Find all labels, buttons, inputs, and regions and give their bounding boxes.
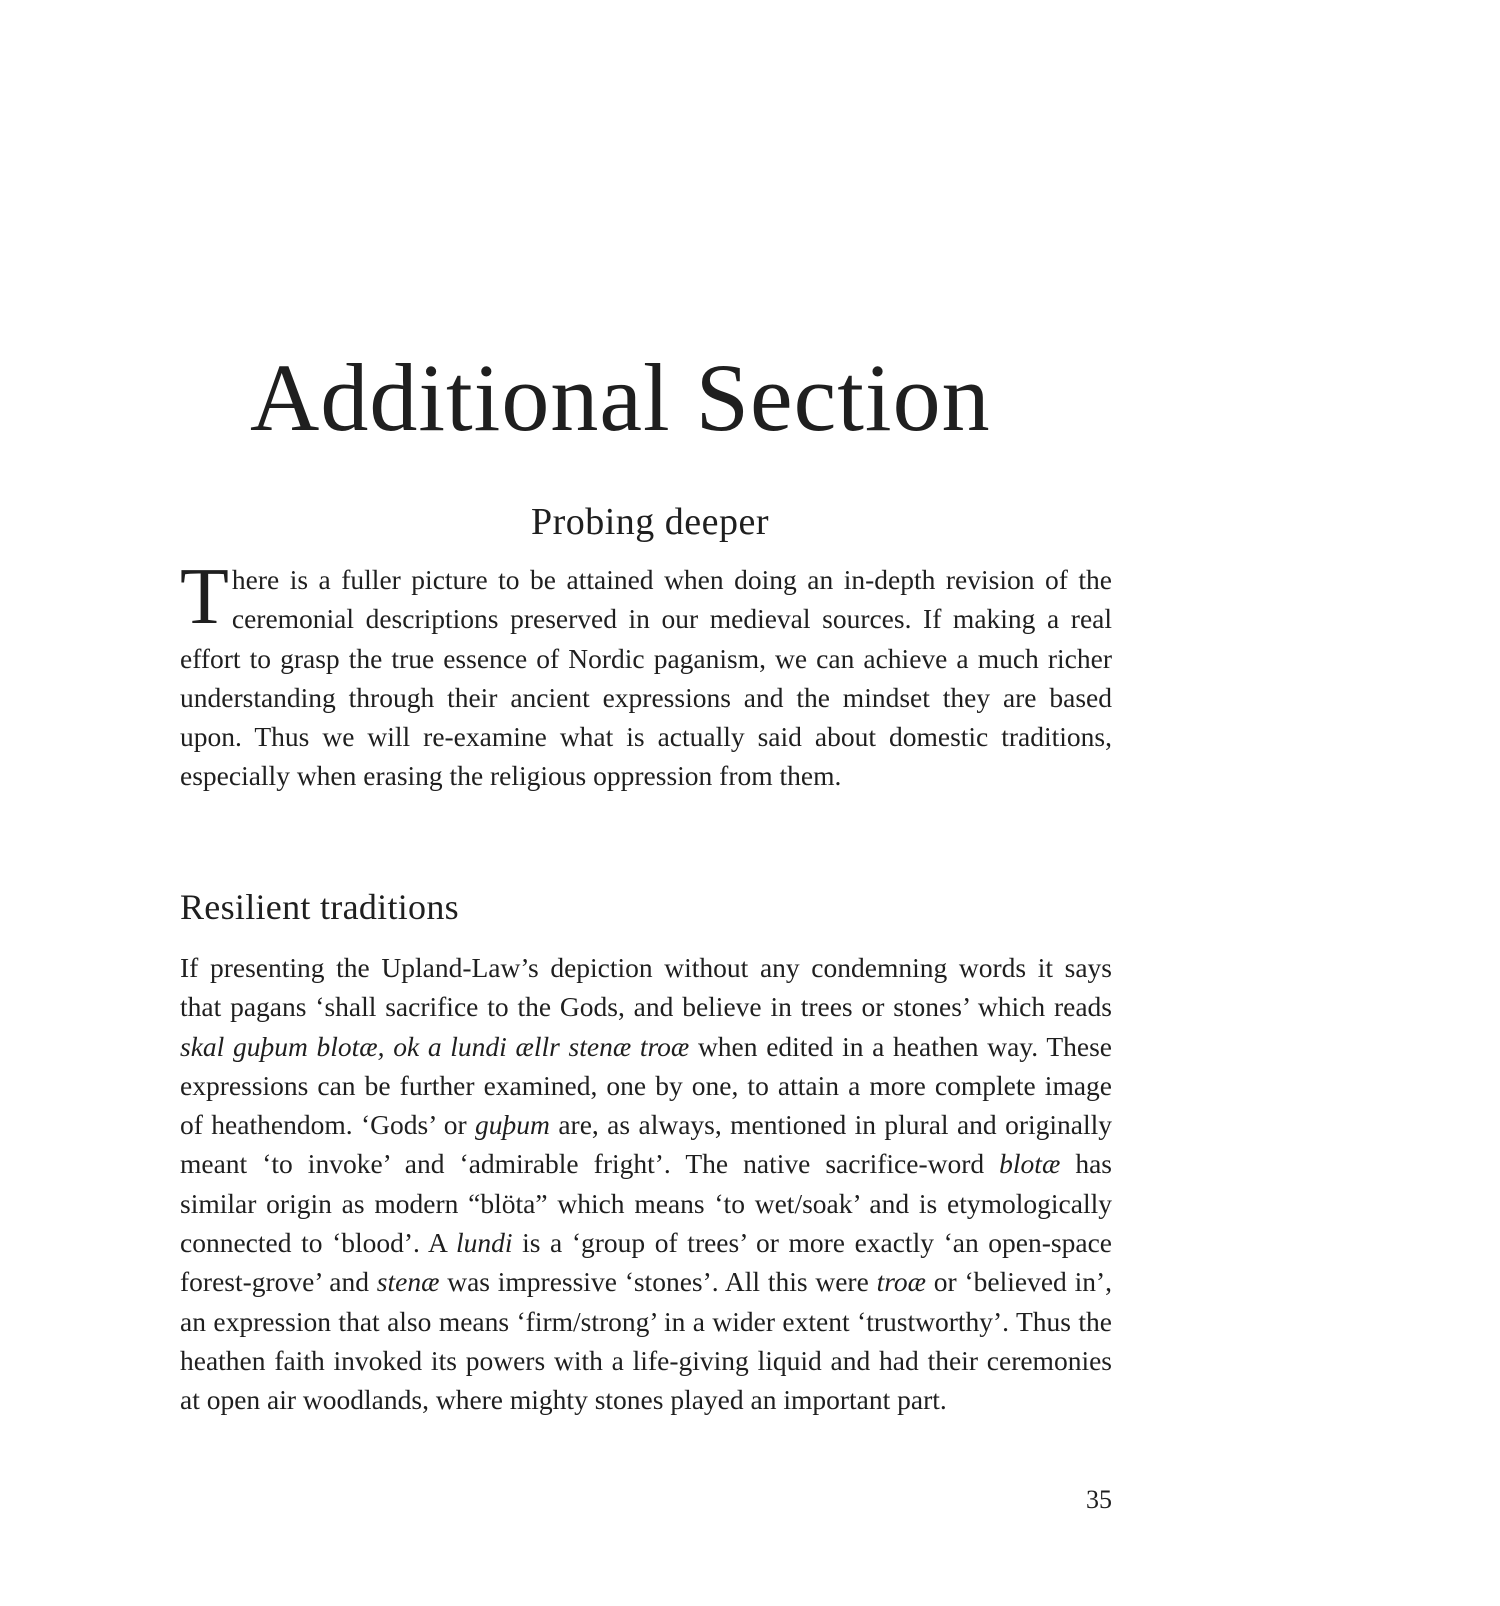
paragraph-resilient-traditions (180, 948, 1112, 1420)
section-title: Additional Section (250, 344, 991, 451)
text-segment: is a ‘group of trees’ or more exactly ‘an open-space forest-grove’ and (180, 1227, 1112, 1298)
paragraph-probing-deeper (180, 553, 1112, 796)
italic-term: blotæ (999, 1148, 1061, 1180)
drop-cap: T (180, 553, 229, 641)
italic-term: skal guþum blotæ, ok a lundi ællr stenæ troæ (180, 1030, 690, 1062)
italic-term: guþum (475, 1109, 550, 1141)
subsection-heading-probing-deeper: Probing deeper (530, 501, 770, 543)
text-segment: was impressive ‘stones’. All this were (439, 1266, 877, 1298)
italic-term: troæ (876, 1266, 926, 1298)
text-segment: or ‘believed in’, an expression that also means ‘firm/strong’ in a wider extent ‘trustworthy’. Thus the heathen faith invoked its powers with a life-giving liquid and had their ceremonies at open air woodlands, where mighty stones played an important part. (180, 1266, 1112, 1416)
paragraph-text: here is a fuller picture to be attained when doing an in-depth revision of the ceremonial descriptions preserved in our medieval sources. If making a real effort to grasp the true essence of Nordic paganism, we can achieve a much richer understanding through their ancient expressions and the mindset they are based upon. Thus we will re-examine what is actually said about domestic traditions, especially when erasing the religious oppression from them. (180, 564, 1112, 792)
text-segment: are, as always, mentioned in plural and originally meant ‘to invoke’ and ‘admirable fright’. The native sacrifice-word (180, 1109, 1112, 1180)
page-number: 35 (1086, 1485, 1112, 1514)
italic-term: lundi (455, 1227, 513, 1259)
subsection-heading-resilient-traditions: Resilient traditions (180, 887, 459, 927)
text-segment: when edited in a heathen way. These expressions can be further examined, one by one, to attain a more complete image of heathendom. ‘Gods’ or (180, 1030, 1112, 1141)
text-segment: If presenting the Upland-Law’s depiction without any condemning words it says that pagans ‘shall sacrifice to the Gods, and believe in trees or stones’ which reads (180, 952, 1112, 1023)
text-segment: has similar origin as modern “blöta” which means ‘to wet/soak’ and is etymologically connected to ‘blood’. A (180, 1148, 1112, 1259)
italic-term: stenæ (376, 1266, 440, 1298)
